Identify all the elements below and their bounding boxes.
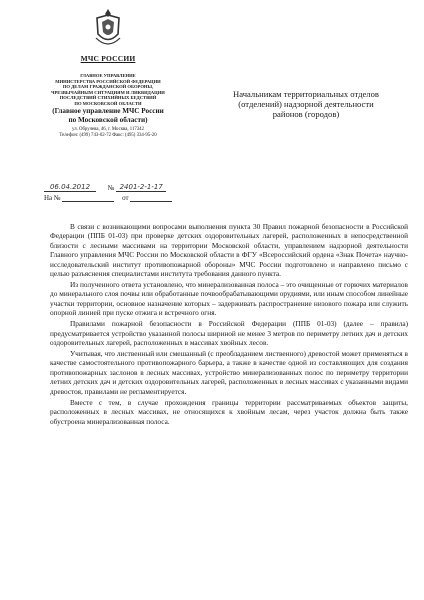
short-name-line: (Главное управление МЧС России (52, 107, 164, 115)
addressee-line: районов (городов) (272, 109, 340, 120)
org-short-name: МЧС РОССИИ (80, 54, 136, 63)
short-name-line: по Московской области) (68, 115, 148, 124)
department-name (18, 73, 198, 106)
department-short-name (18, 107, 198, 124)
department-line: ПО МОСКОВСКОЙ ОБЛАСТИ (74, 100, 142, 106)
body-paragraph: Правилами пожарной безопасности в Российской Федерации (ППБ 01-03) (далее – правила) предусматривается устройство указанной полосы шириной не менее 3 метров по периметру летних дач и детских оздоровительных лагерей, расположенных в массивах хвойных лесов. (50, 319, 408, 348)
address (18, 127, 198, 139)
department-line: ПО ДЕЛАМ ГРАЖДАНСКОЙ ОБОРОНЫ, (62, 84, 154, 89)
addressee (206, 89, 406, 120)
letter-date: 06.04.2012 (44, 183, 96, 192)
ref-number-blank (62, 193, 114, 202)
ref-label: На № (44, 194, 61, 202)
department-line: ПОСЛЕДСТВИЙ СТИХИЙНЫХ БЕДСТВИЙ (59, 95, 157, 100)
body-paragraph: В связи с возникающими вопросами выполнения пункта 30 Правил пожарной безопасности в Российской Федерации (ППБ 01-03) при проверке детских оздоровительных лагерей, расположенных в непосредственной близости с лесными массивами на территории Московской области, управлением надзорной деятельности Главного управления МЧС России по Московской области в ФГУ «Всероссийский ордена «Знак Почета» научно-исследовательский институт противопожарной обороны» МЧС России подготовлено и направлено письмо с целью разъяснения специалистами института требования данного пункта. (50, 222, 408, 279)
department-line: ЧРЕЗВЫЧАЙНЫМ СИТУАЦИЯМ И ЛИКВИДАЦИИ (51, 89, 165, 95)
reference-line (44, 193, 172, 202)
department-line: МИНИСТЕРСТВА РОССИЙСКОЙ ФЕДЕРАЦИИ (55, 78, 161, 84)
body-paragraph: Учитывая, что лиственный или смешанный (с преобладанием лиственного) древостой может применяться в качестве самостоятельного противопожарного барьера, а также в качестве одной из составляющих для создания противопожарных заслонов в лесных массивах, устройство минерализованных полос по периметру территории летних детских дач и детских оздоровительных лагерей, расположенных в лесных массивах с указанными видами древостоя, правилами не регламентируется. (50, 349, 408, 396)
body-paragraph: Из полученного ответа установлено, что минерализованная полоса – это очищенные от горючих материалов до минерального слоя почвы или обработанные почвообрабатывающими орудиями, или иным способом линейные участки территории, основное назначение которых – задерживать распространение низового пожара или служить опорной линией при пуске отжига и встречного огня. (50, 280, 408, 318)
addressee-line: Начальникам территориальных отделов (233, 89, 379, 99)
street-address: ул. Обручева, 46, г. Москва, 117342 (72, 127, 144, 133)
mchs-emblem-icon (94, 8, 122, 48)
ref-date-blank (130, 193, 172, 202)
letter-number: 2401-2-1-17 (116, 183, 166, 192)
department-line: ГЛАВНОЕ УПРАВЛЕНИЕ (80, 73, 136, 78)
number-label: № (107, 184, 115, 192)
date-number-line (44, 183, 166, 192)
letterhead (18, 8, 198, 139)
phone-fax: Телефон: (499) 743-02-72 Факс: (495) 334-95-20 (59, 133, 157, 139)
addressee-line: (отделений) надзорной деятельности (238, 99, 374, 110)
from-label: от (122, 194, 129, 202)
letter-body (50, 222, 408, 428)
body-paragraph: Вместе с тем, в случае прохождения границы территории рассматриваемых объектов защиты, расположенных в лесных массивах, не относящихся к хвойным лесам, через участок должна быть также обустроена минерализованная полоса. (50, 397, 408, 426)
